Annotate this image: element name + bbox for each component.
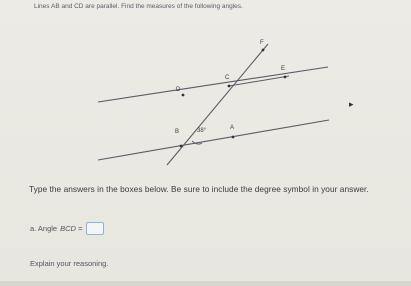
question-a-expression: BCD = — [60, 224, 83, 233]
question-a-label: a. Angle — [30, 224, 58, 233]
transversal-line — [167, 44, 268, 165]
answer-prompt: Type the answers in the boxes below. Be sure to include the degree symbol in your answer. — [29, 184, 369, 194]
label-d: D — [176, 87, 181, 93]
label-b: B — [175, 129, 180, 135]
point-b — [180, 145, 183, 148]
line-ab — [98, 120, 329, 160]
label-e: E — [281, 66, 286, 72]
label-c: C — [225, 75, 230, 81]
angle-label: 38° — [197, 128, 207, 134]
question-a — [30, 222, 104, 235]
point-a — [232, 136, 235, 139]
point-f — [262, 49, 265, 52]
explain-reasoning-label: Explain your reasoning. — [30, 259, 109, 268]
mouse-cursor-icon: ▸ — [349, 99, 354, 109]
label-a: A — [230, 125, 235, 131]
point-c — [228, 85, 231, 88]
answer-input-a[interactable] — [86, 222, 104, 235]
page-bottom-edge — [0, 281, 411, 286]
point-d — [182, 94, 185, 97]
point-e — [284, 76, 287, 79]
line-cd — [98, 67, 328, 102]
instructions-text: Lines AB and CD are parallel. Find the measures of the following angles. — [34, 3, 243, 10]
label-f: F — [260, 40, 264, 46]
